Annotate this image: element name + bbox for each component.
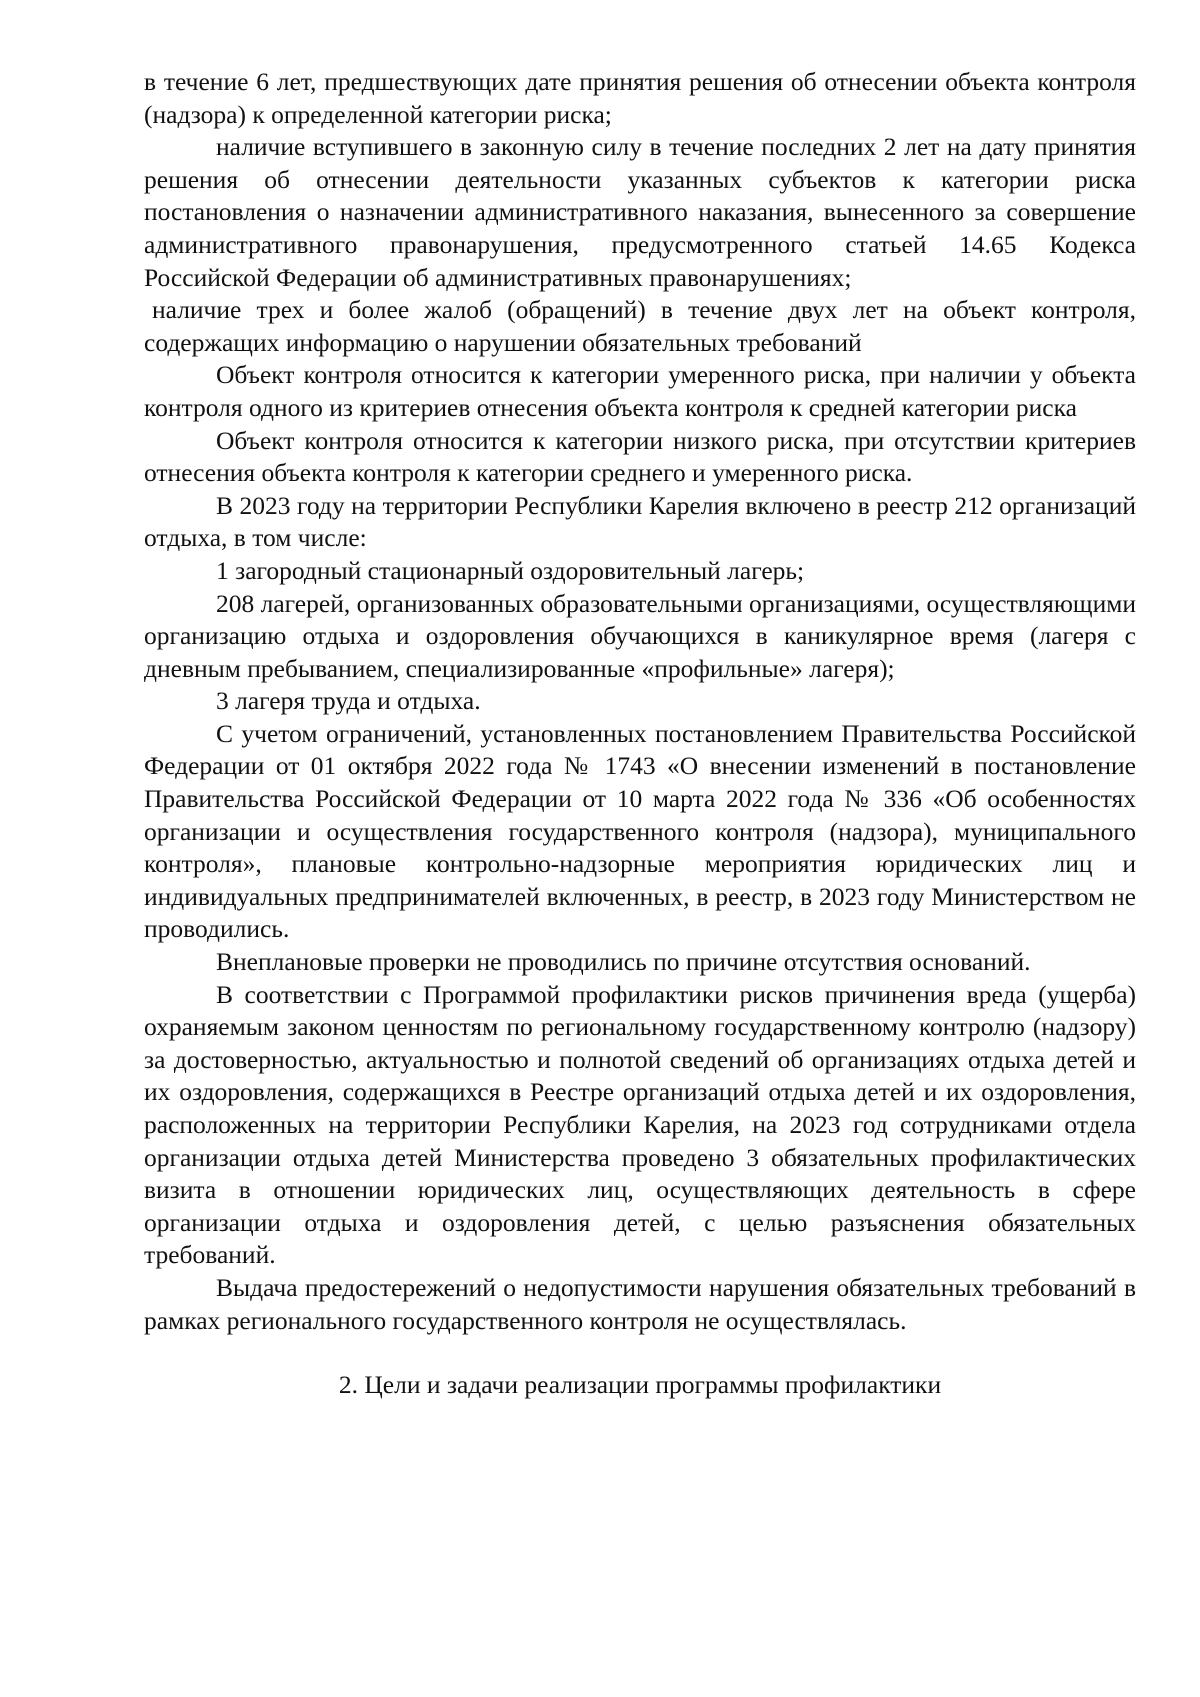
paragraph-8: 208 лагерей, организованных образовательными организациями, осуществляющими организацию отдыха и оздоровления обучающихся в каникулярное время (лагеря с дневным пребыванием, специализированные «профильные» лагеря); <box>144 588 1136 683</box>
document-page <box>144 66 1136 1402</box>
paragraph-5: Объект контроля относится к категории низкого риска, при отсутствии критериев отнесения объекта контроля к категории среднего и умеренного риска. <box>144 425 1136 488</box>
paragraph-12: В соответствии с Программой профилактики рисков причинения вреда (ущерба) охраняемым законом ценностям по региональному государственному контролю (надзору) за достоверностью, актуальностью и полнотой сведений об организациях отдыха детей и их оздоровления, содержащихся в Реестре организаций отдыха детей и их оздоровления, расположенных на территории Республики Карелия, на 2023 год сотрудниками отдела организации отдыха детей Министерства проведено 3 обязательных профилактических визита в отношении юридических лиц, осуществляющих деятельность в сфере организации отдыха и оздоровления детей, с целью разъяснения обязательных требований. <box>144 979 1136 1270</box>
paragraph-10: С учетом ограничений, установленных постановлением Правительства Российской Федерации от 01 октября 2022 года № 1743 «О внесении изменений в постановление Правительства Российской Федерации от 10 марта 2022 года № 336 «Об особенностях организации и осуществления государственного контроля (надзора), муниципального контроля», плановые контрольно-надзорные мероприятия юридических лиц и индивидуальных предпринимателей включенных, в реестр, в 2023 году Министерством не проводились. <box>144 718 1136 944</box>
paragraph-1: в течение 6 лет, предшествующих дате принятия решения об отнесении объекта контроля (надзора) к определенной категории риска; <box>144 67 1136 129</box>
paragraph-9: 3 лагеря труда и отдыха. <box>216 686 481 716</box>
paragraph-13: Выдача предостережений о недопустимости нарушения обязательных требований в рамках регионального государственного контроля не осуществлялась. <box>144 1272 1136 1335</box>
paragraph-3: наличие трех и более жалоб (обращений) в течение двух лет на объект контроля, содержащих информацию о нарушении обязательных требований <box>144 295 1136 357</box>
paragraph-4: Объект контроля относится к категории умеренного риска, при наличии у объекта контроля одного из критериев отнесения объекта контроля к средней категории риска <box>144 360 1136 422</box>
paragraph-6: В 2023 году на территории Республики Карелия включено в реестр 212 организаций отдыха, в том числе: <box>144 490 1136 553</box>
section-heading: 2. Цели и задачи реализации программы профилактики <box>338 1370 942 1400</box>
paragraph-11: Внеплановые проверки не проводились по причине отсутствия оснований. <box>216 947 1031 977</box>
paragraph-2: наличие вступившего в законную силу в течение последних 2 лет на дату принятия решения об отнесении деятельности указанных субъектов к категории риска постановления о назначении административного наказания, вынесенного за совершение административного правонарушения, предусмотренного статьей 14.65 Кодекса Российской Федерации об административных правонарушениях; <box>144 132 1136 292</box>
paragraph-7: 1 загородный стационарный оздоровительный лагерь; <box>216 555 805 585</box>
